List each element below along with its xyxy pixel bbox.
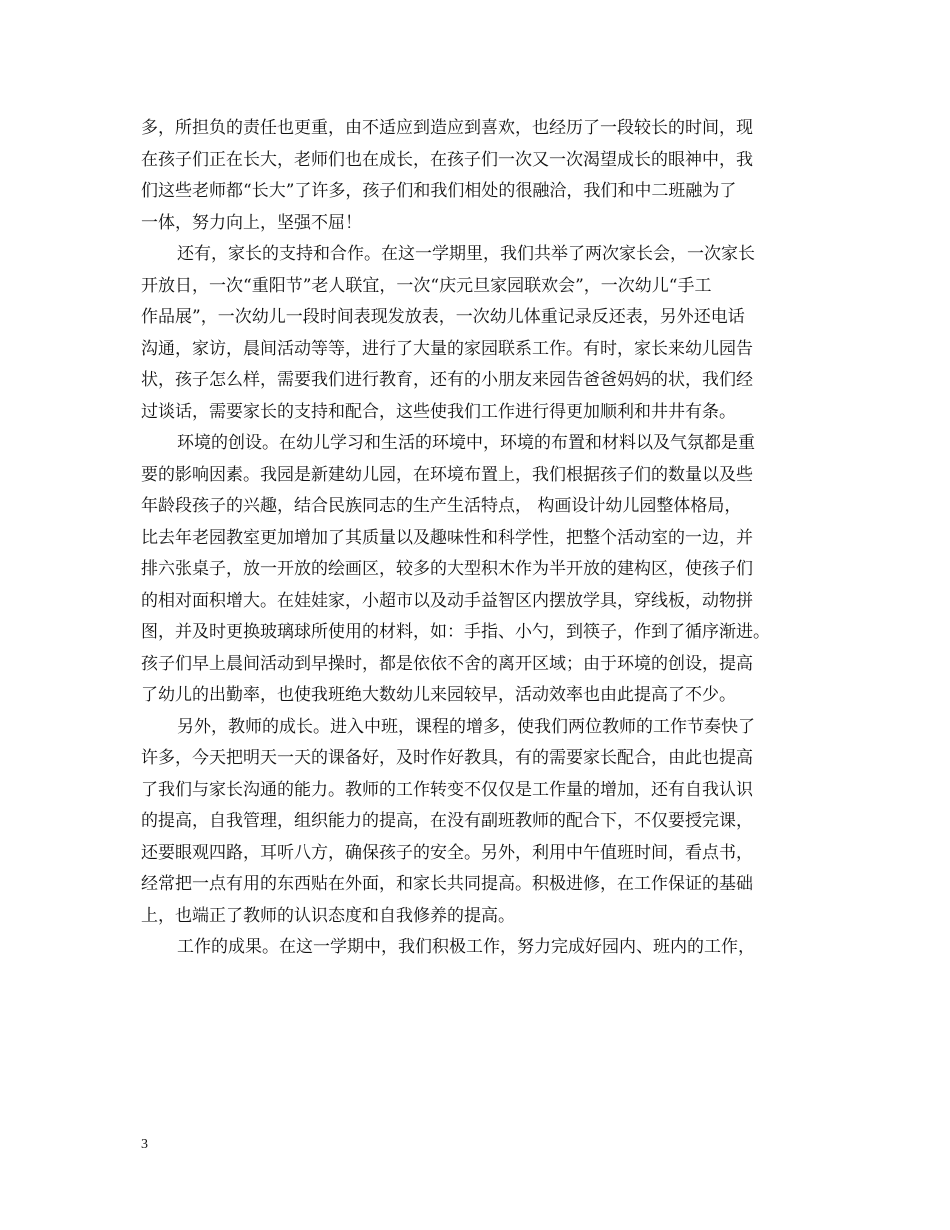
text-line: 要的影响因素。我园是新建幼儿园，在环境布置上，我们根据孩子们的数量以及些	[141, 464, 753, 485]
text-line: 开放日，一次“重阳节”老人联宜，一次“庆元旦家园联欢会”，一次幼儿“手工	[141, 275, 712, 296]
text-line: 图，并及时更换玻璃球所使用的材料，如：手指、小勺，到筷子，作到了循序渐进。	[141, 622, 770, 642]
text-line: 沟通，家访，晨间活动等等，进行了大量的家园联系工作。有时，家长来幼儿园告	[141, 338, 753, 359]
paragraph-first-line: 环境的创设。在幼儿学习和生活的环境中，环境的布置和材料以及气氛都是重	[177, 433, 755, 453]
text-line: 许多，今天把明天一天的课备好，及时作好教具，有的需要家长配合，由此也提高	[141, 748, 753, 768]
page-number: 3	[141, 1137, 148, 1152]
text-line: 孩子们早上晨间活动到早操时，都是依依不舍的离开区域；由于环境的创设，提高	[141, 653, 753, 674]
text-line: 了幼儿的出勤率，也使我班绝大数幼儿来园较早，活动效率也由此提高了不少。	[141, 685, 736, 705]
text-line: 的提高，自我管理，组织能力的提高，在没有副班教师的配合下，不仅要授完课，	[141, 811, 753, 831]
text-line: 经常把一点有用的东西贴在外面，和家长共同提高。积极进修，在工作保证的基础	[141, 874, 753, 894]
text-line: 们这些老师都“长大”了许多，孩子们和我们相处的很融洽，我们和中二班融为了	[141, 181, 737, 201]
text-line: 排六张桌子，放一开放的绘画区，较多的大型积木作为半开放的建构区，使孩子们	[141, 559, 753, 579]
text-line: 了我们与家长沟通的能力。教师的工作转变不仅仅是工作量的增加，还有自我认识	[141, 779, 753, 800]
text-line: 年龄段孩子的兴趣，结合民族同志的生产生活特点， 构画设计幼儿园整体格局，	[141, 496, 742, 516]
text-line: 状，孩子怎么样，需要我们进行教育，还有的小朋友来园告爸爸妈妈的状，我们经	[141, 370, 753, 390]
text-line: 在孩子们正在长大，老师们也在成长，在孩子们一次又一次渴望成长的眼神中，我	[141, 149, 753, 170]
text-line: 过谈话，需要家长的支持和配合，这些使我们工作进行得更加顺利和井井有条。	[141, 401, 736, 422]
text-line: 一体，努力向上，坚强不屈！	[141, 212, 362, 233]
paragraph-first-line: 还有，家长的支持和合作。在这一学期里，我们共举了两次家长会，一次家长	[177, 244, 755, 264]
text-line: 多，所担负的责任也更重，由不适应到造应到喜欢，也经历了一段较长的时间，现	[141, 118, 753, 138]
text-line: 作品展”，一次幼儿一段时间表现发放表，一次幼儿体重记录反还表，另外还电话	[141, 307, 745, 327]
paragraph-first-line: 工作的成果。在这一学期中，我们积极工作，努力完成好园内、班内的工作，	[177, 937, 755, 957]
text-line: 比去年老园教室更加增加了其质量以及趣味性和科学性，把整个活动室的一边，并	[141, 527, 753, 548]
document-body	[141, 113, 831, 964]
text-line: 上，也端正了教师的认识态度和自我修养的提高。	[141, 905, 515, 926]
text-line: 还要眼观四路，耳听八方，确保孩子的安全。另外，利用中午值班时间，看点书，	[141, 842, 753, 863]
paragraph-first-line: 另外，教师的成长。进入中班，课程的增多，使我们两位教师的工作节奏快了	[177, 716, 755, 737]
text-line: 的相对面积增大。在娃娃家，小超市以及动手益智区内摆放学具，穿线板，动物拼	[141, 590, 753, 611]
